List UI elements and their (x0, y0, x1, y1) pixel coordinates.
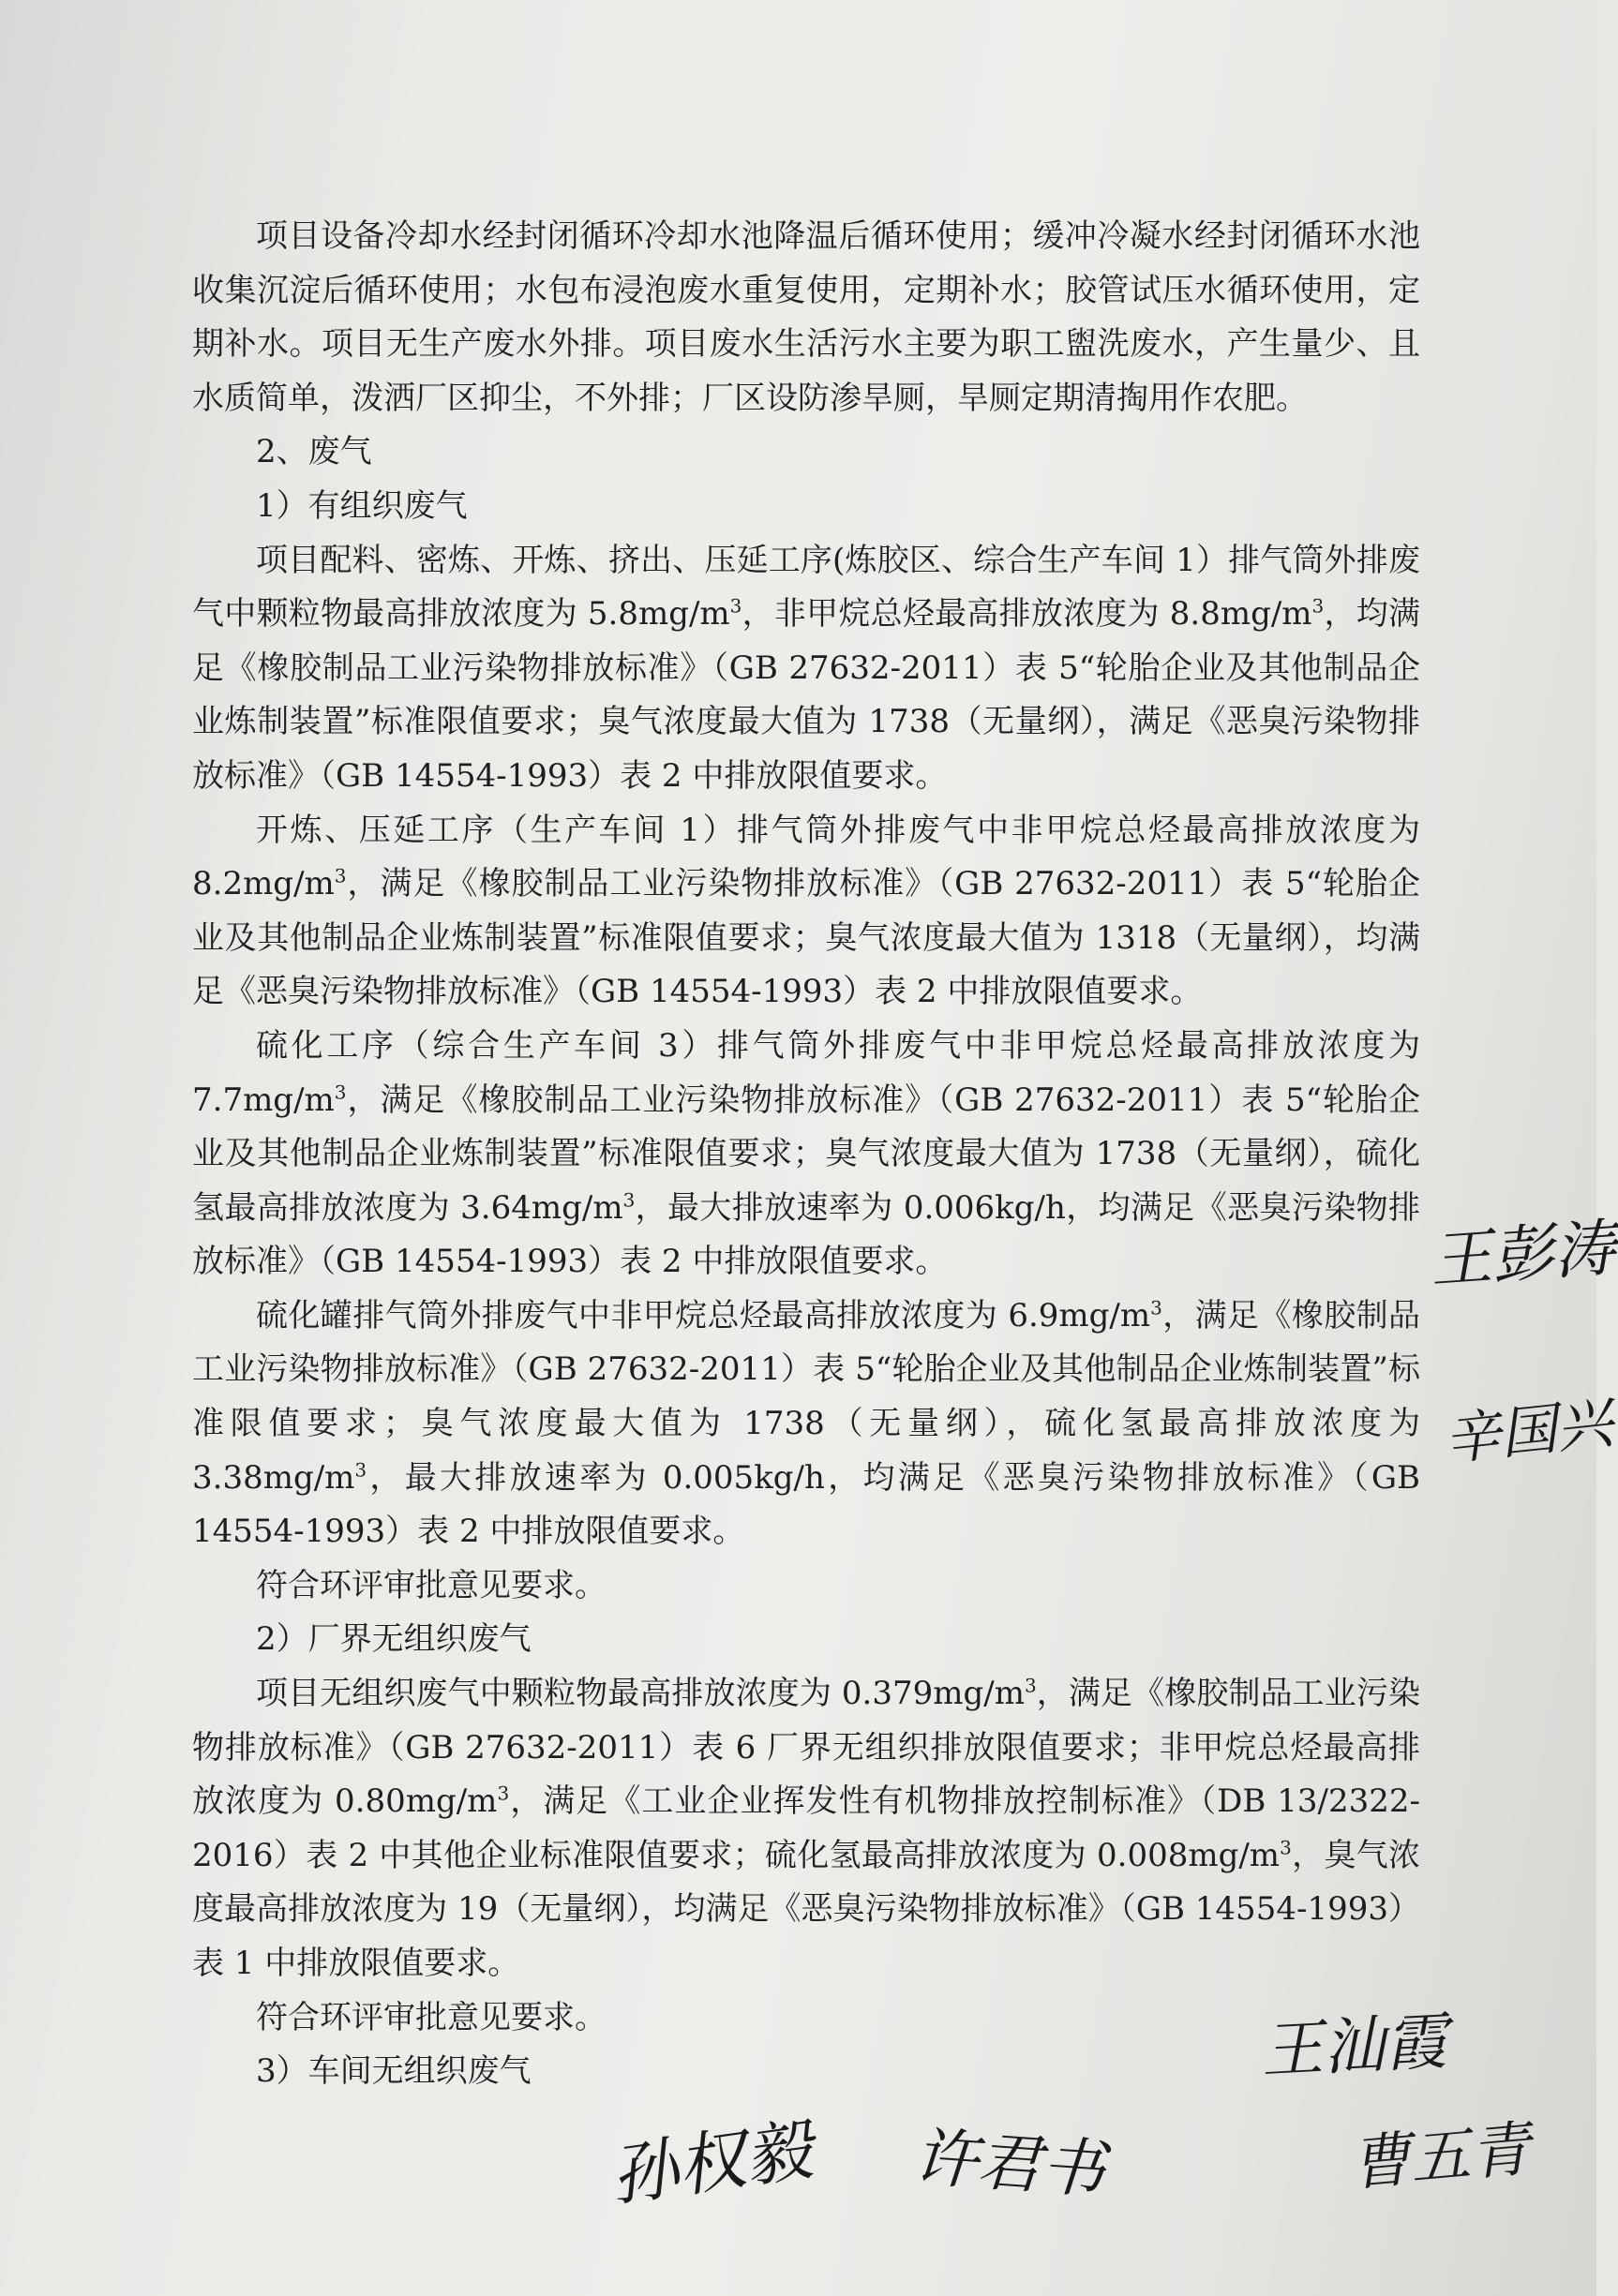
text-run: 2）厂界无组织废气 (256, 1620, 532, 1659)
text-run: 项目设备冷却水经封闭循环冷却水池降温后循环使用；缓冲冷凝水经封闭循环水池收集沉淀后循环使用；水包布浸泡废水重复使用，定期补水；胶管试压水循环使用，定期补水。项目无生产废水外排。项目废水生活污水主要为职工盥洗废水，产生量少、且水质简单，泼洒厂区抑尘，不外排；厂区设防渗旱厕，旱厕定期清掏用作农肥。 (192, 217, 1420, 417)
unit-superscript: 3 (1150, 1296, 1162, 1319)
text-run: ，满足《橡胶制品工业污染物排放标准》（GB 27632-2011）表 5“轮胎企业及其他制品企业炼制装置”标准限值要求；臭气浓度最大值为 1738（无量纲），硫化氢最高排放浓度为 3.64mg/m (192, 1081, 1420, 1227)
text-run: 硫化工序（综合生产车间 3）排气筒外排废气中非甲烷总烃最高排放浓度为 7.7mg/m (192, 1026, 1420, 1119)
text-run: ，臭气浓度最高排放浓度为 19（无量纲），均满足《恶臭污染物排放标准》（GB 14554-1993）表 1 中排放限值要求。 (192, 1836, 1421, 1982)
section-heading (192, 2045, 1420, 2099)
paragraph (192, 1290, 1420, 1559)
text-run: 1）有组织废气 (256, 486, 468, 525)
unit-superscript: 3 (1280, 1836, 1292, 1859)
text-run: ，满足《橡胶制品工业污染物排放标准》（GB 27632-2011）表 5“轮胎企业及其他制品企业炼制装置”标准限值要求；臭气浓度最大值为 1318（无量纲），均满足《恶臭污染物排放标准》（GB 14554-1993）表 2 中排放限值要求。 (192, 865, 1420, 1011)
unit-superscript: 3 (622, 1188, 636, 1212)
text-run: 开炼、压延工序（生产车间 1）排气筒外排废气中非甲烷总烃最高排放浓度为 8.2mg/m (192, 811, 1420, 903)
paragraph (192, 804, 1420, 1020)
unit-superscript: 3 (334, 864, 347, 887)
unit-superscript: 3 (334, 1081, 347, 1104)
text-run: ，均满足《橡胶制品工业污染物排放标准》（GB 27632-2011）表 5“轮胎企业及其他制品企业炼制装置”标准限值要求；臭气浓度最大值为 1738（无量纲），满足《恶臭污染物排放标准》（GB 14554-1993）表 2 中排放限值要求。 (192, 595, 1420, 795)
text-run: ，最大排放速率为 0.006kg/h，均满足《恶臭污染物排放标准》（GB 14554-1993）表 2 中排放限值要求。 (192, 1188, 1420, 1281)
text-run: 2、废气 (256, 433, 372, 471)
section-heading (192, 1613, 1420, 1667)
paragraph (192, 210, 1420, 425)
section-heading (192, 480, 1420, 534)
text-run: 符合环评审批意见要求。 (256, 1566, 607, 1604)
text-run: ，最大排放速率为 0.005kg/h，均满足《恶臭污染物排放标准》（GB 14554-1993）表 2 中排放限值要求。 (192, 1458, 1420, 1551)
handwritten-signature: 孙权毅 (606, 2110, 817, 2216)
unit-superscript: 3 (354, 1458, 367, 1482)
text-run: ，非甲烷总烃最高排放浓度为 8.8mg/m (742, 595, 1312, 634)
section-heading (192, 425, 1420, 480)
section-heading (192, 1991, 1420, 2046)
paragraph (192, 534, 1420, 804)
handwritten-signature: 辛国兴 (1441, 1390, 1616, 1474)
text-run: ，满足《工业企业挥发性有机物排放控制标准》（DB 13/2322-2016）表 2 中其他企业标准限值要求；硫化氢最高排放浓度为 0.008mg/m (192, 1782, 1420, 1874)
handwritten-signature: 曹五青 (1347, 2114, 1534, 2200)
text-run: 项目无组织废气中颗粒物最高排放浓度为 0.379mg/m (256, 1675, 1025, 1713)
text-run: ，满足《橡胶制品工业污染物排放标准》（GB 27632-2011）表 5“轮胎企业及其他制品企业炼制装置”标准限值要求；臭气浓度最大值为 1738（无量纲），硫化氢最高排放浓度为 3.38mg/m (192, 1296, 1420, 1497)
unit-superscript: 3 (1311, 594, 1325, 618)
text-run: 项目配料、密炼、开炼、挤出、压延工序(炼胶区、综合生产车间 1）排气筒外排废气中颗粒物最高排放浓度为 5.8mg/m (192, 541, 1420, 634)
paragraph (192, 1020, 1420, 1290)
unit-superscript: 3 (729, 594, 742, 618)
text-run: 符合环评审批意见要求。 (256, 1998, 607, 2036)
handwritten-signature: 许君书 (911, 2120, 1108, 2209)
text-run: 硫化罐排气筒外排废气中非甲烷总烃最高排放浓度为 6.9mg/m (256, 1296, 1151, 1334)
unit-superscript: 3 (497, 1782, 510, 1805)
text-run: ，满足《橡胶制品工业污染物排放标准》（GB 27632-2011）表 6 厂界无组织排放限值要求；非甲烷总烃最高排放浓度为 0.80mg/m (192, 1675, 1421, 1821)
section-heading (192, 1559, 1420, 1614)
document-body (192, 210, 1420, 2099)
paragraph (192, 1667, 1420, 1991)
text-run: 3）车间无组织废气 (256, 2052, 532, 2091)
handwritten-signature: 王汕霞 (1259, 2005, 1449, 2088)
handwritten-signature: 王彭涛 (1427, 1212, 1618, 1297)
unit-superscript: 3 (1024, 1674, 1037, 1697)
